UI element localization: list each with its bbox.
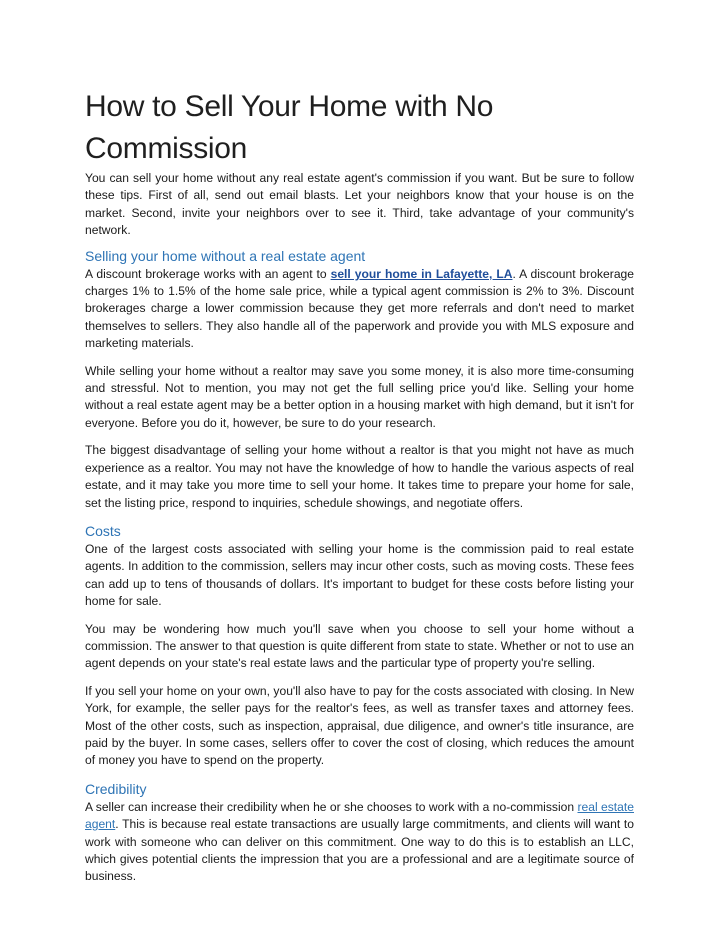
credibility-p1-text-before: A seller can increase their credibility when he or she chooses to work with a no-commission [85,799,578,814]
real-estate-agent-link[interactable]: real estate agent [85,799,634,832]
selling-paragraph-1 [85,266,634,353]
selling-p1-text-before: A discount brokerage works with an agent to [85,266,331,281]
intro-paragraph: You can sell your home without any real estate agent's commission if you want. But be sure to follow these tips. First of all, send out email blasts. Let your neighbors know that your house is on the market. Second, invite your neighbors over to see it. Third, take advantage of your community's network. [85,171,634,238]
credibility-p1-text-after: . This is because real estate transactions are usually large commitments, and clients will want to work with someone who can deliver on this commitment. One way to do this is to establish an LLC, which gives potential clients the impression that you are a professional and are a legitimate source of business. [85,817,634,884]
costs-paragraph-3: If you sell your home on your own, you'll also have to pay for the costs associated with closing. In New York, for example, the seller pays for the realtor's fees, as well as transfer taxes and attorney fees. Most of the other costs, such as inspection, appraisal, due diligence, and owner's title insurance, are paid by the buyer. In some cases, sellers offer to cover the cost of closing, which reduces the amount of money you have to spend on the property. [85,683,634,768]
selling-paragraph-2: While selling your home without a realtor may save you some money, it is also more time-consuming and stressful. Not to mention, you may not get the full selling price you'd like. Selling your home without a real estate agent may be a better option in a housing market with high demand, but it isn't for everyone. Before you do it, however, be sure to do your research. [85,363,634,430]
selling-p1-text-after: . A discount brokerage charges 1% to 1.5% of the home sale price, while a typical agent commission is 2% to 3%. Discount brokerages charge a lower commission because they get more referrals and don't need to market themselves to sellers. They also handle all of the paperwork and provide you with MLS exposure and marketing materials. [85,266,634,351]
credibility-paragraph-1 [85,799,634,886]
selling-paragraph-3: The biggest disadvantage of selling your home without a realtor is that you might not have as much experience as a realtor. You may not have the knowledge of how to handle the various aspects of real estate, and it may take you more time to sell your home. It takes time to prepare your home for sale, set the listing price, respond to inquiries, schedule showings, and negotiate offers. [85,443,634,510]
section-heading-selling: Selling your home without a real estate agent [85,247,366,264]
costs-paragraph-2: You may be wondering how much you'll save when you choose to sell your home without a commission. The answer to that question is quite different from state to state. Whether or not to use an agent depends on your state's real estate laws and the particular type of property you're selling. [85,621,634,671]
costs-paragraph-1: One of the largest costs associated with selling your home is the commission paid to real estate agents. In addition to the commission, sellers may incur other costs, such as moving costs. These fees can add up to tens of thousands of dollars. It's important to budget for these costs before listing your home for sale. [85,541,634,609]
sell-home-lafayette-link[interactable]: sell your home in Lafayette, LA [330,266,513,281]
page-title: How to Sell Your Home with No Commission [85,90,494,165]
section-heading-costs: Costs [85,522,121,539]
section-heading-credibility: Credibility [85,780,147,797]
